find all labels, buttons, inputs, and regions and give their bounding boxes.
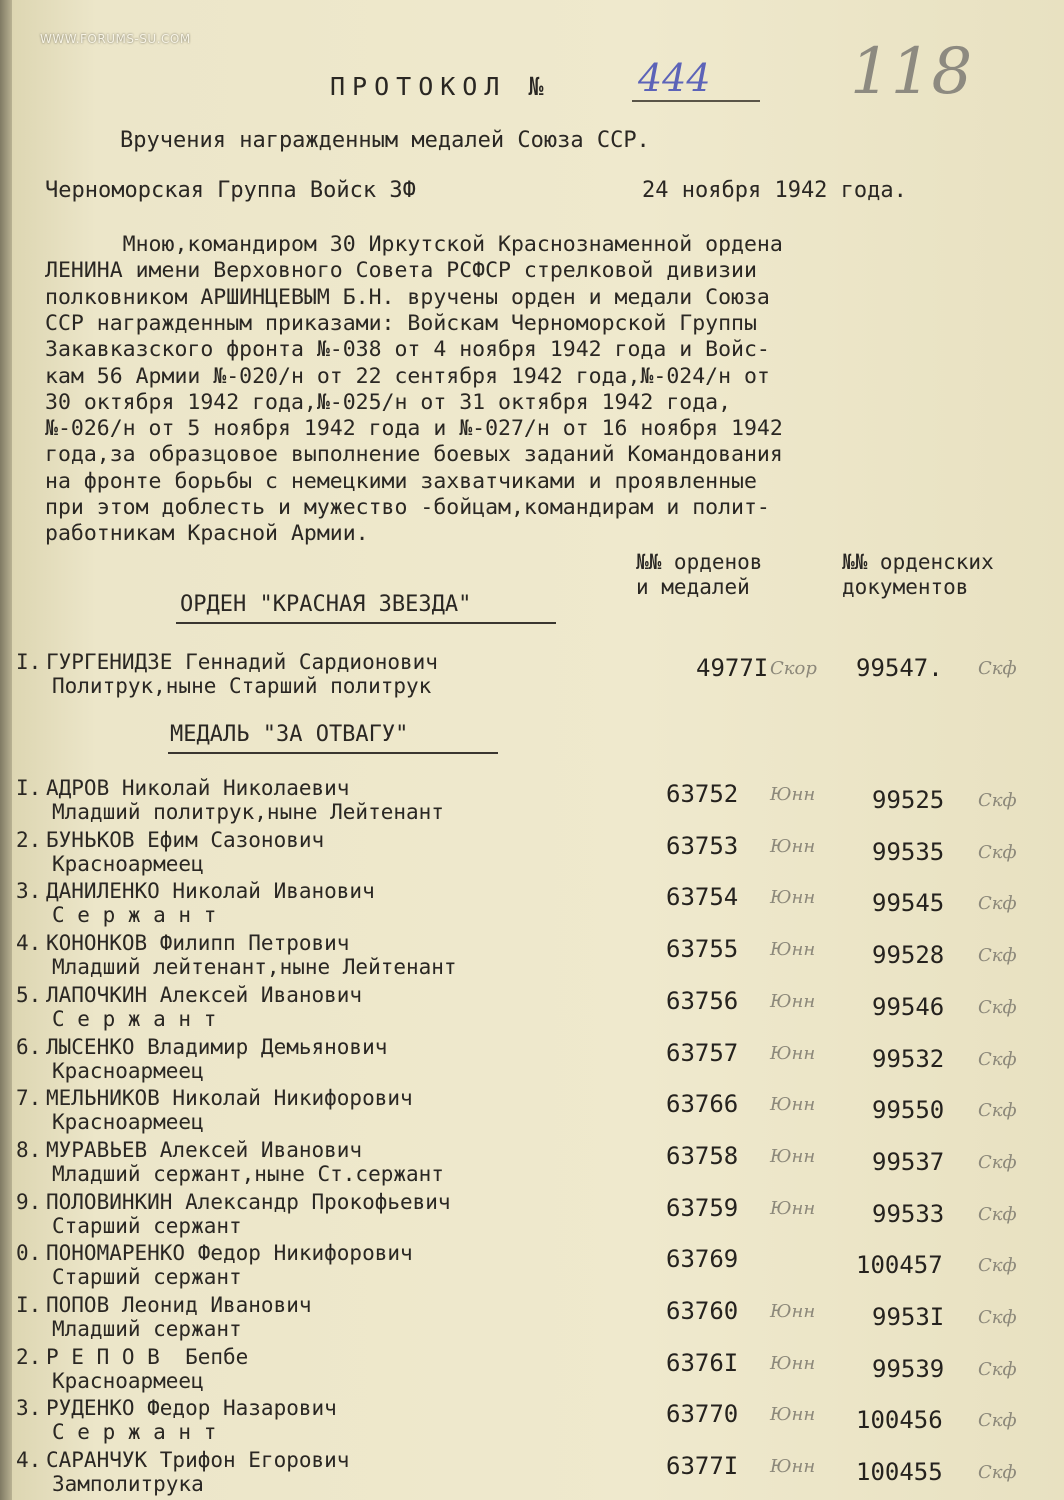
document-number-checkmark: Скф	[978, 996, 1017, 1018]
section-title-underline	[176, 622, 556, 624]
column-header-line: и медалей	[636, 575, 750, 599]
award-number: 63754	[666, 883, 739, 912]
entry-name: БУНЬКОВ Ефим Сазонович	[46, 827, 325, 852]
body-line: Мною,командиром 30 Иркутской Краснознаменной ордена	[45, 232, 783, 257]
body-line: полковником АРШИНЦЕВЫМ Б.Н. вручены орден и медали Союза	[45, 284, 770, 310]
entry-index: 4.	[16, 931, 42, 956]
document-number-checkmark: Скф	[978, 1255, 1017, 1277]
award-number-checkmark: Юнн	[770, 1456, 816, 1478]
entry-name: МЕЛЬНИКОВ Николай Никифорович	[46, 1086, 413, 1111]
entry-index: I.	[16, 776, 42, 800]
award-number: 6376I	[666, 1348, 739, 1377]
entry-name: Р Е П О В Бепбе	[46, 1344, 249, 1369]
award-number-checkmark: Юнн	[770, 1094, 816, 1116]
award-number: 4977I	[696, 654, 769, 682]
unit-name: Черноморская Группа Войск ЗФ	[45, 178, 416, 203]
entry-index: 0.	[16, 1241, 42, 1266]
entry-index: 3.	[16, 1396, 42, 1421]
section-title-underline	[168, 752, 498, 754]
document-number-checkmark: Скф	[978, 1048, 1017, 1070]
document-number-checkmark: Скф	[978, 1203, 1017, 1225]
column-header-line: №№ орденов	[636, 550, 763, 574]
body-line: при этом доблесть и мужество -бойцам,командирам и полит-	[45, 495, 770, 520]
document-number: 99535	[872, 837, 945, 866]
award-number: 63759	[666, 1193, 739, 1222]
award-number-checkmark: Юнн	[770, 939, 816, 961]
column-header-document-numbers	[842, 550, 994, 600]
document-number: 9953I	[872, 1303, 945, 1331]
document-number: 99533	[872, 1199, 945, 1228]
pencil-annotation: 118	[850, 35, 973, 109]
document-subtitle: Вручения награжденным медалей Союза ССР.	[120, 128, 650, 153]
body-line: 30 октября 1942 года,№-025/н от 31 октября 1942 года,	[45, 389, 732, 415]
award-number-checkmark: Юнн	[770, 1197, 816, 1219]
award-number-checkmark: Юнн	[770, 1352, 816, 1374]
entry-name: ЛАПОЧКИН Алексей Иванович	[46, 982, 363, 1007]
award-number: 63770	[666, 1400, 739, 1429]
award-number: 63760	[666, 1297, 739, 1325]
body-line: кам 56 Армии №-020/н от 22 сентября 1942 года,№-024/н от	[45, 363, 770, 389]
entry-rank: Красноармеец	[52, 1368, 204, 1393]
document-number-checkmark: Скф	[978, 945, 1017, 967]
entry-index: 5.	[16, 982, 42, 1007]
document-number-checkmark: Скф	[978, 790, 1017, 811]
entry-index: 9.	[16, 1189, 42, 1214]
document-title: ПРОТОКОЛ №	[330, 72, 551, 101]
entry-index: 2.	[16, 827, 42, 852]
document-number-checkmark: Скф	[978, 841, 1017, 863]
entry-rank: Старший сержант	[52, 1265, 242, 1290]
column-header-line: документов	[842, 575, 969, 599]
entry-rank: Младший лейтенант,ныне Лейтенант	[52, 955, 457, 980]
entry-index: I.	[16, 650, 42, 674]
document-number: 99525	[872, 786, 945, 814]
body-line: №-026/н от 5 ноября 1942 года и №-027/н от 16 ноября 1942	[45, 416, 783, 442]
document-number: 99532	[872, 1044, 945, 1073]
award-number-checkmark: Юнн	[770, 835, 816, 857]
entry-name: АДРОВ Николай Николаевич	[46, 776, 350, 800]
body-line: ССР награжденным приказами: Войскам Черноморской Группы	[45, 310, 757, 336]
entry-index: 6.	[16, 1034, 42, 1059]
document-number-checkmark: Скф	[978, 1462, 1017, 1484]
document-number: 99537	[872, 1147, 945, 1176]
award-number-checkmark: Скор	[770, 658, 817, 679]
body-line: работникам Красной Армии.	[45, 521, 369, 547]
body-line: Закавказского фронта №-038 от 4 ноября 1942 года и Войс-	[45, 337, 770, 363]
entry-rank: С е р ж а н т	[52, 903, 217, 928]
entry-rank: Политрук,ныне Старший политрук	[52, 674, 432, 698]
award-number: 63757	[666, 1038, 739, 1067]
entry-rank: Младший сержант	[52, 1317, 242, 1341]
entry-name: МУРАВЬЕВ Алексей Иванович	[46, 1137, 363, 1162]
award-number: 63769	[666, 1245, 739, 1274]
award-number: 63766	[666, 1090, 739, 1119]
body-line: года,за образцовое выполнение боевых заданий Командования	[45, 442, 783, 468]
entry-name: ПОНОМАРЕНКО Федор Никифорович	[46, 1241, 413, 1266]
entry-rank: Красноармеец	[52, 1110, 204, 1135]
document-date: 24 ноября 1942 года.	[642, 178, 907, 203]
document-number: 99550	[872, 1096, 945, 1125]
document-number-checkmark: Скф	[978, 893, 1017, 915]
entry-index: 3.	[16, 879, 42, 904]
entry-rank: С е р ж а н т	[52, 1420, 217, 1445]
entry-index: 7.	[16, 1086, 42, 1111]
document-number: 99539	[872, 1354, 945, 1383]
award-number: 63756	[666, 986, 739, 1015]
entry-name: ЛЫСЕНКО Владимир Демьянович	[46, 1034, 388, 1059]
page-edge-shadow	[0, 0, 12, 1500]
award-number-checkmark: Юнн	[770, 1301, 816, 1322]
document-number-checkmark: Скф	[978, 1151, 1017, 1173]
entry-rank: Красноармеец	[52, 1058, 204, 1083]
entry-rank: С е р ж а н т	[52, 1006, 217, 1031]
document-number: 100456	[856, 1406, 943, 1435]
award-number-checkmark: Юнн	[770, 784, 816, 805]
document-number-checkmark: Скф	[978, 658, 1017, 679]
protocol-number-handwritten: 444	[638, 56, 711, 100]
award-number: 63755	[666, 935, 739, 964]
document-number: 99545	[872, 889, 945, 918]
award-number: 6377I	[666, 1452, 739, 1481]
document-number-checkmark: Скф	[978, 1307, 1017, 1328]
document-number: 99547.	[856, 654, 943, 682]
entry-rank: Старший сержант	[52, 1213, 242, 1238]
award-number-checkmark: Юнн	[770, 1145, 816, 1167]
entry-rank: Младший политрук,ныне Лейтенант	[52, 800, 444, 824]
entry-name: ПОПОВ Леонид Иванович	[46, 1293, 312, 1317]
column-header-line: №№ орденских	[842, 550, 994, 574]
document-number-checkmark: Скф	[978, 1358, 1017, 1380]
award-number-checkmark: Юнн	[770, 1404, 816, 1426]
award-number: 63752	[666, 780, 739, 808]
entry-index: I.	[16, 1293, 42, 1317]
section-title: ОРДЕН "КРАСНАЯ ЗВЕЗДА"	[180, 592, 472, 617]
entry-index: 4.	[16, 1448, 42, 1473]
award-number-checkmark: Юнн	[770, 887, 816, 909]
document-number: 99528	[872, 941, 945, 970]
document-number: 100455	[856, 1458, 943, 1487]
entry-name: ДАНИЛЕНКО Николай Иванович	[46, 879, 375, 904]
entry-name: КОНОНКОВ Филипп Петрович	[46, 931, 350, 956]
entry-rank: Младший сержант,ныне Ст.сержант	[52, 1161, 444, 1186]
entry-name: РУДЕНКО Федор Назарович	[46, 1396, 337, 1421]
body-line: на фронте борьбы с немецкими захватчиками и проявленные	[45, 468, 757, 494]
entry-rank: Замполитрука	[52, 1472, 204, 1497]
watermark: WWW.FORUMS-SU.COM	[40, 32, 191, 46]
document-number-checkmark: Скф	[978, 1100, 1017, 1122]
entry-index: 8.	[16, 1137, 42, 1162]
award-number: 63758	[666, 1141, 739, 1170]
document-number: 99546	[872, 992, 945, 1021]
award-number-checkmark: Юнн	[770, 1042, 816, 1064]
body-line: ЛЕНИНА имени Верховного Совета РСФСР стрелковой дивизии	[45, 258, 757, 284]
column-header-award-numbers	[636, 550, 762, 600]
entry-name: ГУРГЕНИДЗЕ Геннадий Сардионович	[46, 650, 438, 674]
document-number-checkmark: Скф	[978, 1410, 1017, 1432]
entry-name: ПОЛОВИНКИН Александр Прокофьевич	[46, 1189, 451, 1214]
award-number: 63753	[666, 831, 739, 860]
section-title: МЕДАЛЬ "ЗА ОТВАГУ"	[170, 722, 409, 747]
entry-index: 2.	[16, 1344, 42, 1369]
entry-rank: Красноармеец	[52, 851, 204, 876]
entry-name: САРАНЧУК Трифон Егорович	[46, 1448, 350, 1473]
document-number: 100457	[856, 1251, 943, 1280]
protocol-number-underline	[632, 100, 760, 102]
award-number-checkmark: Юнн	[770, 990, 816, 1012]
